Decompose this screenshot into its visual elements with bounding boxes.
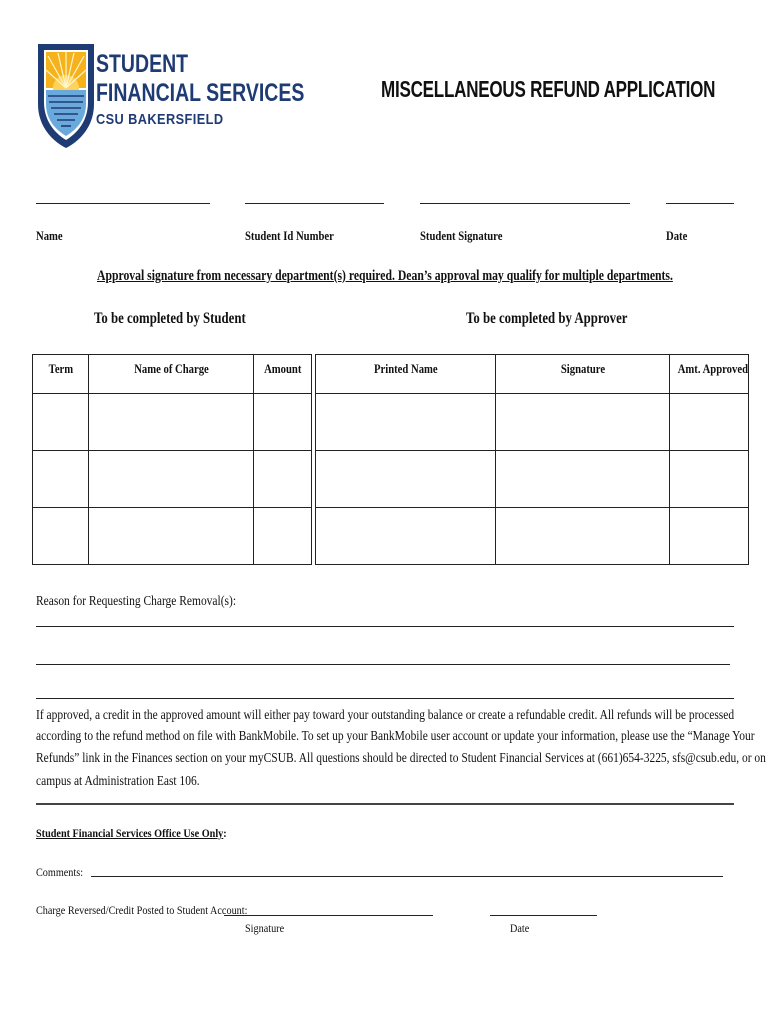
logo-line-2: FINANCIAL SERVICES [96,79,305,107]
amount-cell[interactable] [254,394,312,451]
column-header-amount: Amount [263,361,302,376]
comments-line[interactable] [91,876,723,877]
student-signature-label: Student Signature [420,228,503,243]
signature-cell[interactable] [496,508,670,565]
logo-line-3: CSU BAKERSFIELD [96,111,224,128]
name-field-line[interactable] [36,203,210,204]
printed-name-cell[interactable] [316,451,496,508]
name-of-charge-cell[interactable] [89,394,254,451]
term-cell[interactable] [33,394,89,451]
student-table-header [33,355,312,394]
date-field-line[interactable] [666,203,734,204]
form-title: MISCELLANEOUS REFUND APPLICATION [381,76,716,102]
printed-name-cell[interactable] [316,394,496,451]
office-date-label: Date [510,921,530,935]
info-line-4: campus at Administration East 106. [36,774,200,789]
section-divider [36,803,734,805]
term-cell[interactable] [33,451,89,508]
reason-label: Reason for Requesting Charge Removal(s): [36,594,237,609]
student-signature-field-line[interactable] [420,203,630,204]
logo-wordmark [96,52,363,127]
logo-line-1: STUDENT [96,50,189,78]
student-table [32,354,312,565]
csub-sfs-logo [36,42,96,150]
signature-cell[interactable] [496,451,670,508]
approval-note: Approval signature from necessary department(s) required. Dean’s approval may qualify for multiple departments. [97,268,673,284]
office-signature-line[interactable] [224,915,433,916]
info-line-1: If approved, a credit in the approved amount will either pay toward your outstanding balance or create a refundable credit. All refunds will be processed [36,708,735,723]
table-row [316,451,749,508]
office-use-heading [36,826,227,841]
student-section-heading: To be completed by Student [94,310,246,327]
term-cell[interactable] [33,508,89,565]
column-header-term: Term [48,361,73,376]
amt-approved-cell[interactable] [670,394,749,451]
reason-line-2[interactable] [36,664,730,665]
printed-name-cell[interactable] [316,508,496,565]
reason-line-3[interactable] [36,698,734,699]
name-label: Name [36,228,63,243]
amt-approved-cell[interactable] [670,508,749,565]
table-row [316,394,749,451]
date-label: Date [666,228,688,243]
office-use-heading-colon: : [223,826,227,840]
name-of-charge-cell[interactable] [89,451,254,508]
office-signature-label: Signature [245,921,285,935]
table-row [33,508,312,565]
column-header-name-of-charge: Name of Charge [133,361,209,376]
name-of-charge-cell[interactable] [89,508,254,565]
approver-table-header [316,355,749,394]
student-id-field-line[interactable] [245,203,384,204]
column-header-printed-name: Printed Name [373,361,438,376]
column-header-amt-approved: Amt. Approved [677,361,749,376]
office-use-heading-text: Student Financial Services Office Use Only [36,826,224,840]
office-date-line[interactable] [490,915,597,916]
signature-cell[interactable] [496,394,670,451]
reason-line-1[interactable] [36,626,734,627]
approver-table [315,354,749,565]
charge-reversed-label: Charge Reversed/Credit Posted to Student Account: [36,903,248,917]
amt-approved-cell[interactable] [670,451,749,508]
comments-label: Comments: [36,865,84,879]
amount-cell[interactable] [254,451,312,508]
student-id-label: Student Id Number [245,228,334,243]
info-line-2: according to the refund method on file with BankMobile. To set up your BankMobile user account or update your information, please use the “Manage Your [36,729,755,744]
info-line-3: Refunds” link in the Finances section on your myCSUB. All questions should be directed to Student Financial Services at (661)654-3225, sfs@csub.edu, or on [36,751,766,766]
table-row [33,394,312,451]
table-row [316,508,749,565]
amount-cell[interactable] [254,508,312,565]
table-row [33,451,312,508]
column-header-signature: Signature [560,361,605,376]
approver-section-heading: To be completed by Approver [466,310,628,327]
